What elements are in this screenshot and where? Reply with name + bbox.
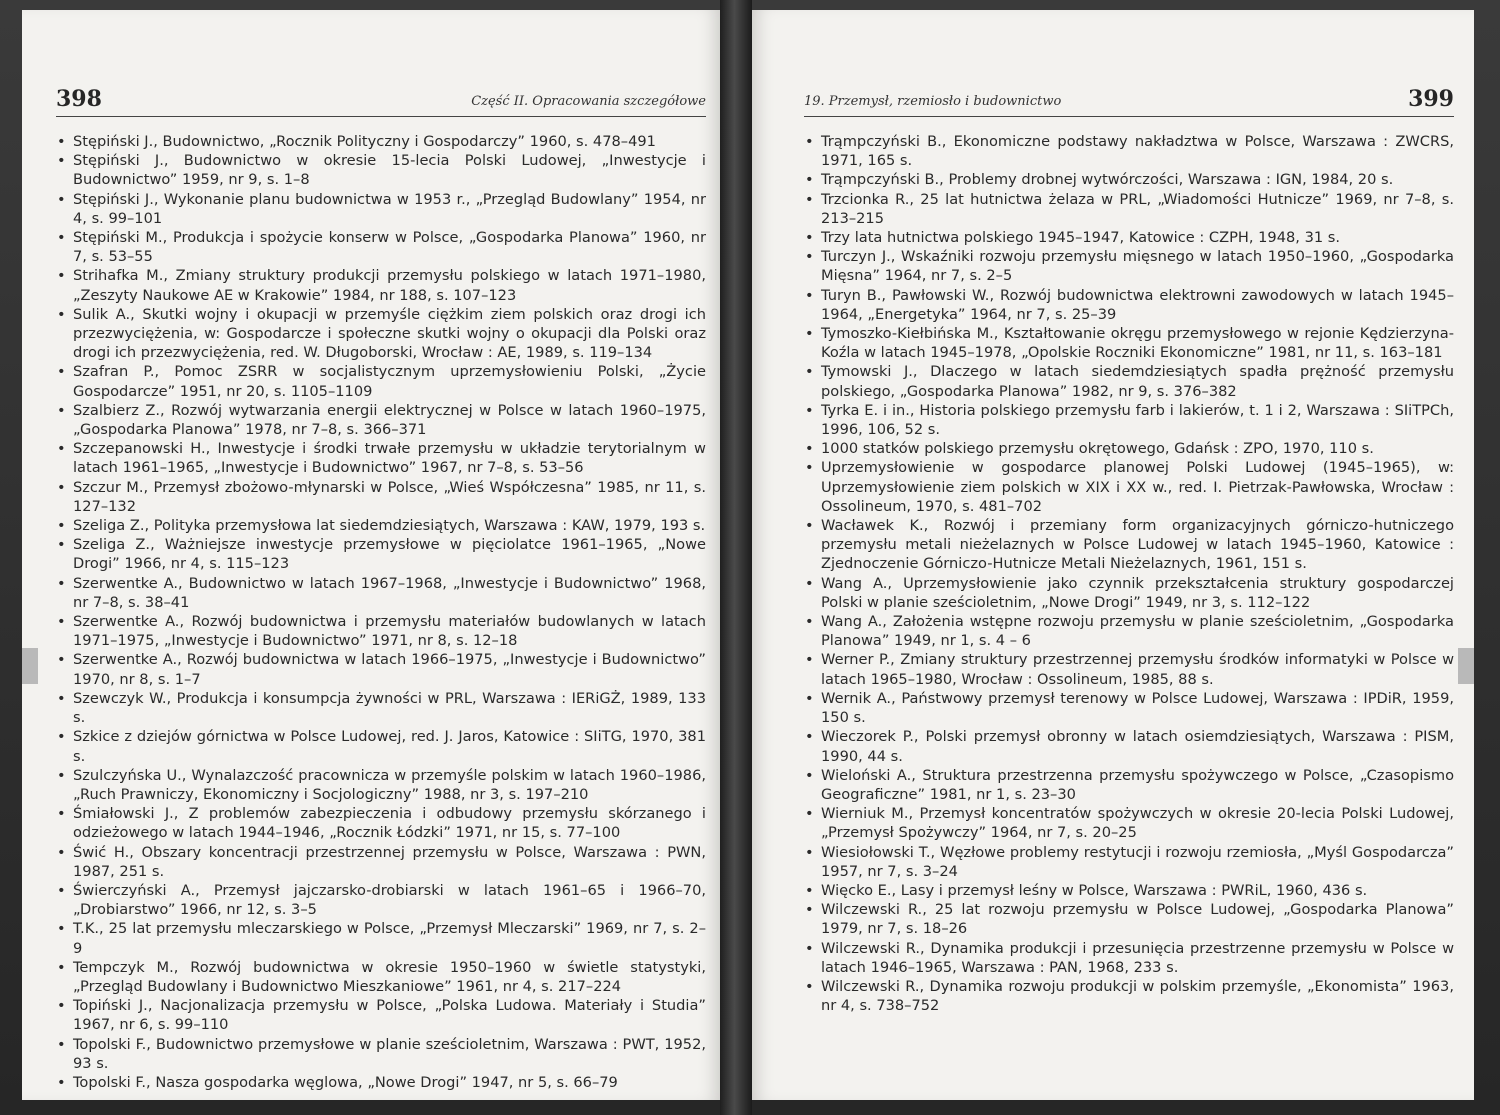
left-running-head (56, 86, 706, 117)
bibliography-entry: • Tymoszko-Kiełbińska M., Kształtowanie okręgu przemysłowego w rejonie Kędzierzyna-Koźla w latach 1945–1978, „Opolskie Roczniki Ekonomiczne” 1981, nr 11, s. 163–181 (804, 324, 1454, 362)
page-edge-marker (22, 648, 38, 684)
bibliography-entry: • Tempczyk M., Rozwój budownictwa w okresie 1950–1960 w świetle statystyki, „Przegląd Budowlany i Budownictwo Mieszkaniowe” 1961, nr 4, s. 217–224 (56, 958, 706, 996)
bibliography-entry: • Wilczewski R., 25 lat rozwoju przemysłu w Polsce Ludowej, „Gospodarka Planowa” 1979, nr 7, s. 18–26 (804, 900, 1454, 938)
bibliography-entry: • Wacławek K., Rozwój i przemiany form organizacyjnych górniczo-hutniczego przemysłu metali nieżelaznych w Polsce Ludowej w latach 1945–1960, Katowice : Zjednoczenie Górniczo-Hutnicze Metali Nieżelaznych, 1961, 151 s. (804, 516, 1454, 574)
bibliography-entry: • Wilczewski R., Dynamika produkcji i przesunięcia przestrzenne przemysłu w Polsce w latach 1946–1965, Warszawa : PAN, 1968, 233 s. (804, 939, 1454, 977)
running-title: 19. Przemysł, rzemiosło i budownictwo (804, 94, 1062, 109)
bibliography-entry: • Tymowski J., Dlaczego w latach siedemdziesiątych spadła prężność przemysłu polskiego, „Gospodarka Planowa” 1982, nr 9, s. 376–382 (804, 362, 1454, 400)
bibliography-entry: • Stępiński J., Budownictwo w okresie 15-lecia Polski Ludowej, „Inwestycje i Budownictwo” 1959, nr 9, s. 1–8 (56, 151, 706, 189)
bibliography-entry: • Szeliga Z., Polityka przemysłowa lat siedemdziesiątych, Warszawa : KAW, 1979, 193 s. (56, 516, 706, 535)
bibliography-entry: • Śmiałowski J., Z problemów zabezpieczenia i odbudowy przemysłu skórzanego i odzieżowego w latach 1944–1946, „Rocznik Łódzki” 1971, nr 15, s. 77–100 (56, 804, 706, 842)
bibliography-entry: • Topiński J., Nacjonalizacja przemysłu w Polsce, „Polska Ludowa. Materiały i Studia” 1967, nr 6, s. 99–110 (56, 996, 706, 1034)
bibliography-entry: • Świerczyński A., Przemysł jajczarsko-drobiarski w latach 1961–65 i 1966–70, „Drobiarstwo” 1966, nr 12, s. 3–5 (56, 881, 706, 919)
left-page (22, 10, 720, 1100)
bibliography-entry: • Stępiński M., Produkcja i spożycie konserw w Polsce, „Gospodarka Planowa” 1960, nr 7, s. 53–55 (56, 228, 706, 266)
bibliography-list (804, 132, 1454, 1015)
bibliography-entry: • Trąmpczyński B., Ekonomiczne podstawy nakładztwa w Polsce, Warszawa : ZWCRS, 1971, 165 s. (804, 132, 1454, 170)
bibliography-entry: • Szeliga Z., Ważniejsze inwestycje przemysłowe w pięciolatce 1961–1965, „Nowe Drogi” 1966, nr 4, s. 115–123 (56, 535, 706, 573)
bibliography-entry: • Turyn B., Pawłowski W., Rozwój budownictwa elektrowni zawodowych w latach 1945–1964, „Energetyka” 1964, nr 7, s. 25–39 (804, 286, 1454, 324)
bibliography-entry: • Szalbierz Z., Rozwój wytwarzania energii elektrycznej w Polsce w latach 1960–1975, „Gospodarka Planowa” 1978, nr 7–8, s. 366–371 (56, 401, 706, 439)
bibliography-entry: • Werner P., Zmiany struktury przestrzennej przemysłu środków informatyki w Polsce w latach 1965–1980, Wrocław : Ossolineum, 1985, 88 s. (804, 650, 1454, 688)
bibliography-entry: • Uprzemysłowienie w gospodarce planowej Polski Ludowej (1945–1965), w: Uprzemysłowienie ziem polskich w XIX i XX w., red. I. Pietrzak-Pawłowska, Wrocław : Ossolineum, 1970, s. 481–702 (804, 458, 1454, 516)
bibliography-entry: • Szerwentke A., Rozwój budownictwa w latach 1966–1975, „Inwestycje i Budownictwo” 1970, nr 8, s. 1–7 (56, 650, 706, 688)
bibliography-entry: • Tyrka E. i in., Historia polskiego przemysłu farb i lakierów, t. 1 i 2, Warszawa : SIiTPCh, 1996, 106, 52 s. (804, 401, 1454, 439)
page-number: 399 (1408, 86, 1454, 112)
bibliography-entry: • Wiesiołowski T., Węzłowe problemy restytucji i rozwoju rzemiosła, „Myśl Gospodarcza” 1957, nr 7, s. 3–24 (804, 843, 1454, 881)
bibliography-entry: • 1000 statków polskiego przemysłu okrętowego, Gdańsk : ZPO, 1970, 110 s. (804, 439, 1454, 458)
bibliography-entry: • Szerwentke A., Rozwój budownictwa i przemysłu materiałów budowlanych w latach 1971–1975, „Inwestycje i Budownictwo” 1971, nr 8, s. 12–18 (56, 612, 706, 650)
right-running-head (804, 86, 1454, 117)
bibliography-entry: • Trzy lata hutnictwa polskiego 1945–1947, Katowice : CZPH, 1948, 31 s. (804, 228, 1454, 247)
right-page (752, 10, 1474, 1100)
bibliography-entry: • Szerwentke A., Budownictwo w latach 1967–1968, „Inwestycje i Budownictwo” 1968, nr 7–8, s. 38–41 (56, 574, 706, 612)
bibliography-entry: • Strihafka M., Zmiany struktury produkcji przemysłu polskiego w latach 1971–1980, „Zeszyty Naukowe AE w Krakowie” 1984, nr 188, s. 107–123 (56, 266, 706, 304)
bibliography-list (56, 132, 706, 1092)
bibliography-entry: • T.K., 25 lat przemysłu mleczarskiego w Polsce, „Przemysł Mleczarski” 1969, nr 7, s. 2–9 (56, 919, 706, 957)
bibliography-entry: • Szczepanowski H., Inwestycje i środki trwałe przemysłu w układzie terytorialnym w latach 1961–1965, „Inwestycje i Budownictwo” 1967, nr 7–8, s. 53–56 (56, 439, 706, 477)
bibliography-entry: • Wierniuk M., Przemysł koncentratów spożywczych w okresie 20-lecia Polski Ludowej, „Przemysł Spożywczy” 1964, nr 7, s. 20–25 (804, 804, 1454, 842)
page-number: 398 (56, 86, 102, 112)
bibliography-entry: • Szczur M., Przemysł zbożowo-młynarski w Polsce, „Wieś Współczesna” 1985, nr 11, s. 127–132 (56, 478, 706, 516)
bibliography-entry: • Świć H., Obszary koncentracji przestrzennej przemysłu w Polsce, Warszawa : PWN, 1987, 251 s. (56, 843, 706, 881)
bibliography-entry: • Trzcionka R., 25 lat hutnictwa żelaza w PRL, „Wiadomości Hutnicze” 1969, nr 7–8, s. 213–215 (804, 190, 1454, 228)
running-title: Część II. Opracowania szczegółowe (471, 94, 706, 109)
bibliography-entry: • Wieloński A., Struktura przestrzenna przemysłu spożywczego w Polsce, „Czasopismo Geograficzne” 1981, nr 1, s. 23–30 (804, 766, 1454, 804)
bibliography-entry: • Wernik A., Państwowy przemysł terenowy w Polsce Ludowej, Warszawa : IPDiR, 1959, 150 s. (804, 689, 1454, 727)
bibliography-entry: • Turczyn J., Wskaźniki rozwoju przemysłu mięsnego w latach 1950–1960, „Gospodarka Mięsna” 1964, nr 7, s. 2–5 (804, 247, 1454, 285)
bibliography-entry: • Szkice z dziejów górnictwa w Polsce Ludowej, red. J. Jaros, Katowice : SIiTG, 1970, 381 s. (56, 727, 706, 765)
book-gutter (720, 0, 752, 1115)
page-edge-marker (1458, 648, 1474, 684)
bibliography-entry: • Topolski F., Budownictwo przemysłowe w planie sześcioletnim, Warszawa : PWT, 1952, 93 s. (56, 1035, 706, 1073)
bibliography-entry: • Stępiński J., Budownictwo, „Rocznik Polityczny i Gospodarczy” 1960, s. 478–491 (56, 132, 706, 151)
bibliography-entry: • Topolski F., Nasza gospodarka węglowa, „Nowe Drogi” 1947, nr 5, s. 66–79 (56, 1073, 706, 1092)
bibliography-entry: • Wang A., Założenia wstępne rozwoju przemysłu w planie sześcioletnim, „Gospodarka Planowa” 1949, nr 1, s. 4 – 6 (804, 612, 1454, 650)
bibliography-entry: • Szulczyńska U., Wynalazczość pracownicza w przemyśle polskim w latach 1960–1986, „Ruch Prawniczy, Ekonomiczny i Socjologiczny” 1988, nr 3, s. 197–210 (56, 766, 706, 804)
bibliography-entry: • Szafran P., Pomoc ZSRR w socjalistycznym uprzemysłowieniu Polski, „Życie Gospodarcze” 1951, nr 20, s. 1105–1109 (56, 362, 706, 400)
bibliography-entry: • Wang A., Uprzemysłowienie jako czynnik przekształcenia struktury gospodarczej Polski w planie sześcioletnim, „Nowe Drogi” 1949, nr 3, s. 112–122 (804, 574, 1454, 612)
bibliography-entry: • Wilczewski R., Dynamika rozwoju produkcji w polskim przemyśle, „Ekonomista” 1963, nr 4, s. 738–752 (804, 977, 1454, 1015)
bibliography-entry: • Sulik A., Skutki wojny i okupacji w przemyśle ciężkim ziem polskich oraz drogi ich przezwyciężenia, w: Gospodarcze i społeczne skutki wojny o okupacji dla Polski oraz drogi ich przezwyciężenia, red. W. Długoborski, Wrocław : AE, 1989, s. 119–134 (56, 305, 706, 363)
bibliography-entry: • Szewczyk W., Produkcja i konsumpcja żywności w PRL, Warszawa : IERiGŻ, 1989, 133 s. (56, 689, 706, 727)
bibliography-entry: • Więcko E., Lasy i przemysł leśny w Polsce, Warszawa : PWRiL, 1960, 436 s. (804, 881, 1454, 900)
bibliography-entry: • Stępiński J., Wykonanie planu budownictwa w 1953 r., „Przegląd Budowlany” 1954, nr 4, s. 99–101 (56, 190, 706, 228)
bibliography-entry: • Wieczorek P., Polski przemysł obronny w latach osiemdziesiątych, Warszawa : PISM, 1990, 44 s. (804, 727, 1454, 765)
bibliography-entry: • Trąmpczyński B., Problemy drobnej wytwórczości, Warszawa : IGN, 1984, 20 s. (804, 170, 1454, 189)
